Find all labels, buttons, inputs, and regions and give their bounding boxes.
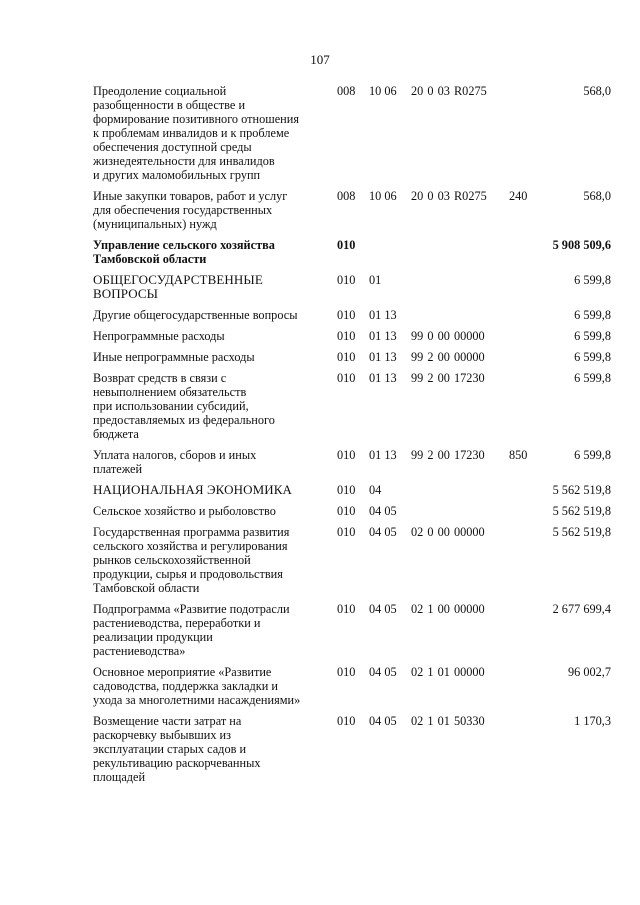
cell-target: 20 0 03 R0275 xyxy=(411,189,487,203)
cell-ministry: 010 xyxy=(337,308,356,322)
cell-amount: 5 562 519,8 xyxy=(552,525,611,539)
table-row xyxy=(93,329,611,343)
cell-amount: 6 599,8 xyxy=(574,448,611,462)
cell-vr: 850 xyxy=(509,448,528,462)
cell-amount: 568,0 xyxy=(583,189,611,203)
cell-section: 04 05 xyxy=(369,504,397,518)
cell-amount: 2 677 699,4 xyxy=(552,602,611,616)
cell-amount: 5 908 509,6 xyxy=(552,238,611,252)
page-number: 107 xyxy=(310,52,330,67)
cell-section: 04 05 xyxy=(369,714,397,728)
cell-section: 04 05 xyxy=(369,602,397,616)
cell-ministry: 008 xyxy=(337,84,356,98)
cell-amount: 96 002,7 xyxy=(567,665,611,679)
cell-name: Основное мероприятие «Развитие садоводства, поддержка закладки и ухода за многолетними насаждениями» xyxy=(93,665,301,707)
cell-name: ОБЩЕГОСУДАРСТВЕННЫЕ ВОПРОСЫ xyxy=(93,272,263,301)
cell-target: 99 0 00 00000 xyxy=(411,329,485,343)
cell-ministry: 010 xyxy=(337,483,356,497)
cell-ministry: 010 xyxy=(337,714,356,728)
cell-amount: 5 562 519,8 xyxy=(552,483,611,497)
cell-name: Непрограммные расходы xyxy=(93,329,225,343)
cell-amount: 6 599,8 xyxy=(574,329,611,343)
cell-ministry: 008 xyxy=(337,189,356,203)
table-row xyxy=(93,714,611,784)
table-row xyxy=(93,483,611,497)
cell-section: 04 xyxy=(369,483,382,497)
cell-section: 04 05 xyxy=(369,525,397,539)
table-row xyxy=(93,189,611,231)
cell-ministry: 010 xyxy=(337,448,356,462)
cell-name: Иные закупки товаров, работ и услуг для обеспечения государственных (муниципальных) нужд xyxy=(93,189,288,231)
cell-ministry: 010 xyxy=(337,329,356,343)
cell-name: НАЦИОНАЛЬНАЯ ЭКОНОМИКА xyxy=(93,482,292,497)
cell-section: 01 13 xyxy=(369,329,397,343)
cell-section: 10 06 xyxy=(369,84,397,98)
cell-target: 02 0 00 00000 xyxy=(411,525,485,539)
cell-amount: 5 562 519,8 xyxy=(552,504,611,518)
table-row xyxy=(93,602,611,658)
cell-target: 99 2 00 17230 xyxy=(411,448,485,462)
cell-amount: 6 599,8 xyxy=(574,308,611,322)
budget-table xyxy=(93,84,611,791)
cell-name: Другие общегосударственные вопросы xyxy=(93,308,298,322)
cell-name: Возврат средств в связи с невыполнением обязательств при использовании субсидий, предоставляемых из федерального бюджета xyxy=(93,371,275,441)
cell-section: 10 06 xyxy=(369,189,397,203)
cell-ministry: 010 xyxy=(337,238,356,252)
cell-name: Уплата налогов, сборов и иных платежей xyxy=(93,448,257,476)
cell-ministry: 010 xyxy=(337,371,356,385)
cell-name: Иные непрограммные расходы xyxy=(93,350,255,364)
table-row xyxy=(93,350,611,364)
cell-target: 02 1 00 00000 xyxy=(411,602,485,616)
cell-section: 01 13 xyxy=(369,448,397,462)
table-row xyxy=(93,238,611,266)
cell-amount: 6 599,8 xyxy=(574,371,611,385)
cell-ministry: 010 xyxy=(337,525,356,539)
cell-name: Государственная программа развития сельского хозяйства и регулирования рынков сельскохозяйственной продукции, сырья и продовольствия Тамбовской области xyxy=(93,525,290,595)
cell-section: 01 xyxy=(369,273,382,287)
cell-section: 04 05 xyxy=(369,665,397,679)
table-row xyxy=(93,504,611,518)
cell-section: 01 13 xyxy=(369,308,397,322)
cell-name: Подпрограмма «Развитие подотрасли растениеводства, переработки и реализации продукции растениеводства» xyxy=(93,602,290,658)
cell-target: 02 1 01 00000 xyxy=(411,665,485,679)
table-row xyxy=(93,371,611,441)
cell-section: 01 13 xyxy=(369,350,397,364)
cell-ministry: 010 xyxy=(337,273,356,287)
cell-amount: 568,0 xyxy=(583,84,611,98)
cell-ministry: 010 xyxy=(337,665,356,679)
cell-name: Сельское хозяйство и рыболовство xyxy=(93,504,276,518)
cell-name: Возмещение части затрат на раскорчевку выбывших из эксплуатации старых садов и рекультивацию раскорчеванных площадей xyxy=(93,714,261,784)
cell-name: Преодоление социальной разобщенности в обществе и формирование позитивного отношения к проблемам инвалидов и к проблеме обеспечения доступной среды жизнедеятельности для инвалидов и других маломобильных групп xyxy=(93,84,299,182)
cell-target: 99 2 00 00000 xyxy=(411,350,485,364)
cell-amount: 6 599,8 xyxy=(574,350,611,364)
table-row xyxy=(93,84,611,182)
cell-ministry: 010 xyxy=(337,602,356,616)
table-row xyxy=(93,665,611,707)
cell-ministry: 010 xyxy=(337,350,356,364)
cell-amount: 6 599,8 xyxy=(574,273,611,287)
cell-target: 20 0 03 R0275 xyxy=(411,84,487,98)
table-row xyxy=(93,525,611,595)
cell-target: 99 2 00 17230 xyxy=(411,371,485,385)
cell-ministry: 010 xyxy=(337,504,356,518)
table-row xyxy=(93,448,611,476)
table-row xyxy=(93,308,611,322)
cell-amount: 1 170,3 xyxy=(574,714,611,728)
cell-section: 01 13 xyxy=(369,371,397,385)
table-row xyxy=(93,273,611,301)
cell-vr: 240 xyxy=(509,189,528,203)
cell-target: 02 1 01 50330 xyxy=(411,714,485,728)
cell-name: Управление сельского хозяйства Тамбовской области xyxy=(93,238,275,266)
